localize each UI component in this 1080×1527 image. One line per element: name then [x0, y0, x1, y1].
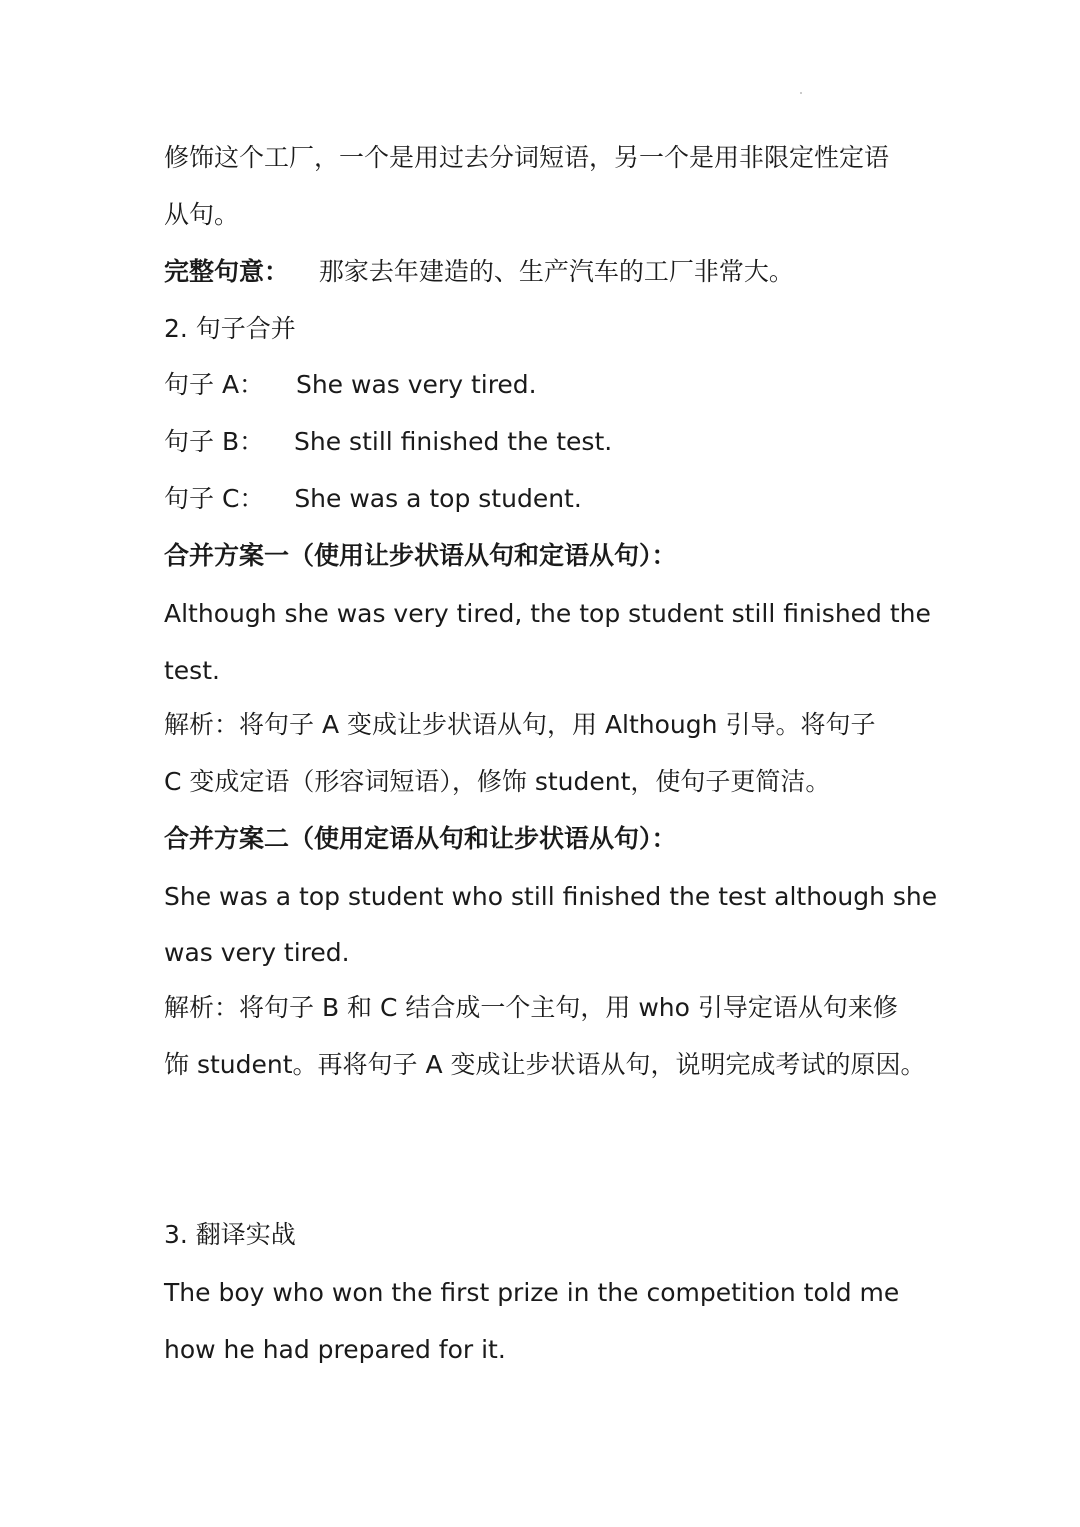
section-heading: 2. 句子合并 — [164, 314, 296, 343]
sentence-text: She was a top student. — [294, 484, 582, 513]
sentence-a — [164, 368, 924, 402]
full-meaning-label: 完整句意： — [164, 257, 290, 286]
plan1-title: 合并方案一（使用让步状语从句和定语从句）： — [164, 541, 677, 570]
sentence-b — [164, 425, 924, 459]
sentence-label: 句子 A： — [164, 370, 265, 399]
plan1-analysis: 解析：将句子 A 变成让步状语从句，用 Although 引导。将句子 — [164, 710, 876, 739]
full-meaning-text: 那家去年建造的、生产汽车的工厂非常大。 — [318, 257, 794, 286]
plan1-example: test. — [164, 656, 220, 685]
sentence-label: 句子 C： — [164, 484, 265, 513]
plan2-analysis: 解析：将句子 B 和 C 结合成一个主句，用 who 引导定语从句来修 — [164, 993, 898, 1022]
plan1-analysis: C 变成定语（形容词短语），修饰 student，使句子更简洁。 — [164, 767, 831, 796]
section-heading: 3. 翻译实战 — [164, 1220, 296, 1249]
sentence-c — [164, 482, 924, 516]
plan1-example: Although she was very tired, the top student still finished the — [164, 599, 931, 628]
paragraph-line: 修饰这个工厂，一个是用过去分词短语，另一个是用非限定性定语 — [164, 143, 890, 172]
sentence-label: 句子 B： — [164, 427, 265, 456]
full-meaning-line — [164, 255, 924, 289]
translation-line: The boy who won the first prize in the competition told me — [164, 1278, 900, 1307]
scan-speck — [800, 92, 802, 94]
sentence-text: She was very tired. — [295, 370, 537, 399]
plan2-example: was very tired. — [164, 938, 350, 967]
plan2-title: 合并方案二（使用定语从句和让步状语从句）： — [164, 824, 677, 853]
sentence-text: She still finished the test. — [294, 427, 613, 456]
plan2-analysis: 饰 student。再将句子 A 变成让步状语从句，说明完成考试的原因。 — [164, 1050, 926, 1079]
translation-line: how he had prepared for it. — [164, 1335, 506, 1364]
plan2-example: She was a top student who still finished the test although she — [164, 882, 938, 911]
paragraph-line: 从句。 — [164, 200, 240, 229]
